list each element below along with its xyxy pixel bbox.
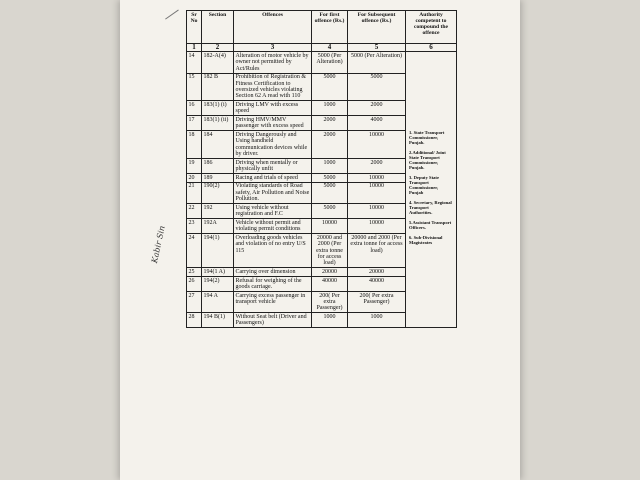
header-sr-no: Sr No [187, 11, 202, 44]
row-section: 194(2) [202, 277, 234, 292]
row-subsequent-fine: 200( Per extra Passenger) [348, 292, 406, 313]
row-offence: Carrying excess passenger in transport vehicle [234, 292, 312, 313]
row-first-fine: 20000 [312, 268, 348, 277]
table-row [187, 52, 457, 73]
row-subsequent-fine: 10000 [348, 219, 406, 234]
header-section: Section [202, 11, 234, 44]
row-offence: Alteration of motor vehicle by owner not permitted by Act/Rules [234, 52, 312, 73]
row-first-fine: 5000 [312, 204, 348, 219]
row-subsequent-fine: 10000 [348, 204, 406, 219]
row-subsequent-fine: 40000 [348, 277, 406, 292]
authority-item: 6. Sub-Divisional Magistrates [409, 234, 443, 245]
row-section: 194 B(1) [202, 313, 234, 328]
row-sr-no: 18 [187, 131, 202, 159]
offence-table [186, 10, 457, 328]
row-offence: Overloading goods vehicles and violation of no entry U/S 115 [234, 234, 312, 268]
row-first-fine: 40000 [312, 277, 348, 292]
col-number: 5 [348, 44, 406, 52]
row-subsequent-fine: 5000 [348, 73, 406, 101]
row-sr-no: 16 [187, 101, 202, 116]
row-subsequent-fine: 20000 [348, 268, 406, 277]
row-offence: Driving HMV/MMV passenger with excess speed [234, 116, 312, 131]
row-offence: Violating standards of Road safety, Air Pollution and Noise Pollution. [234, 182, 312, 203]
row-first-fine: 5000 [312, 174, 348, 183]
header-offences: Offences [234, 11, 312, 44]
row-sr-no: 28 [187, 313, 202, 328]
row-section: 184 [202, 131, 234, 159]
col-number: 4 [312, 44, 348, 52]
row-section: 194(1) [202, 234, 234, 268]
row-section: 189 [202, 174, 234, 183]
row-sr-no: 21 [187, 182, 202, 203]
row-first-fine: 1000 [312, 313, 348, 328]
row-subsequent-fine: 2000 [348, 159, 406, 174]
row-sr-no: 14 [187, 52, 202, 73]
row-subsequent-fine: 10000 [348, 131, 406, 159]
row-offence: Driving LMV with excess speed [234, 101, 312, 116]
col-number: 6 [406, 44, 457, 52]
column-number-row [187, 44, 457, 52]
row-subsequent-fine: 1000 [348, 313, 406, 328]
row-first-fine: 2000 [312, 116, 348, 131]
row-section: 186 [202, 159, 234, 174]
row-subsequent-fine: 4000 [348, 116, 406, 131]
row-sr-no: 20 [187, 174, 202, 183]
row-subsequent-fine: 10000 [348, 174, 406, 183]
handwritten-side-note: Kabir Sin [150, 224, 167, 264]
col-number: 2 [202, 44, 234, 52]
row-first-fine: 2000 [312, 131, 348, 159]
row-sr-no: 19 [187, 159, 202, 174]
row-sr-no: 23 [187, 219, 202, 234]
row-offence: Vehicle without permit and violating permit conditions [234, 219, 312, 234]
row-sr-no: 22 [187, 204, 202, 219]
row-sr-no: 26 [187, 277, 202, 292]
row-section: 190(2) [202, 182, 234, 203]
row-section: 182-A(4) [202, 52, 234, 73]
row-section: 194(1 A) [202, 268, 234, 277]
row-sr-no: 25 [187, 268, 202, 277]
row-offence: Refusal for weighing of the goods carriage. [234, 277, 312, 292]
row-offence: Driving Dangerously and Using handheld communication devices while by driver. [234, 131, 312, 159]
authority-item: 5.Assistant Transport Officers. [409, 219, 452, 230]
header-authority: Authority competent to compound the offence [406, 11, 457, 44]
row-first-fine: 1000 [312, 101, 348, 116]
row-first-fine: 5000 (Per Alteration) [312, 52, 348, 73]
row-subsequent-fine: 10000 [348, 182, 406, 203]
row-section: 194 A [202, 292, 234, 313]
row-subsequent-fine: 5000 (Per Alteration) [348, 52, 406, 73]
header-subsequent-offence: For Subsequent offence (Rs.) [348, 11, 406, 44]
authority-list [406, 52, 457, 328]
col-number: 1 [187, 44, 202, 52]
row-first-fine: 20000 and 2000 (Per extra tonne for access load) [312, 234, 348, 268]
authority-item: 4. Secretary, Regional Transport Authorities. [409, 199, 452, 215]
row-offence: Carrying over dimension [234, 268, 312, 277]
col-number: 3 [234, 44, 312, 52]
row-offence: Racing and trials of speed [234, 174, 312, 183]
row-section: 183(1) (i) [202, 101, 234, 116]
authority-item: 3. Deputy State Transport Commissioner, Punjab [409, 174, 439, 195]
row-section: 192 [202, 204, 234, 219]
header-row [187, 11, 457, 44]
row-subsequent-fine: 20000 and 2000 (Per extra tonne for access load) [348, 234, 406, 268]
row-sr-no: 15 [187, 73, 202, 101]
row-first-fine: 5000 [312, 73, 348, 101]
row-first-fine: 1000 [312, 159, 348, 174]
row-sr-no: 27 [187, 292, 202, 313]
row-first-fine: 5000 [312, 182, 348, 203]
header-first-offence: For first offence (Rs.) [312, 11, 348, 44]
row-first-fine: 10000 [312, 219, 348, 234]
row-offence: Prohibition of Registration & Fitness Certification to oversized vehicles violating Section 62 A read with 110 [234, 73, 312, 101]
row-offence: Using vehicle without registration and F.C [234, 204, 312, 219]
authority-item: 1. State Transport Commissioner, Punjab. [409, 129, 445, 145]
row-section: 192A [202, 219, 234, 234]
authority-item: 2.Additional/ Joint State Transport Commissioner, Punjab. [409, 149, 446, 170]
row-sr-no: 17 [187, 116, 202, 131]
row-offence: Without Seat belt (Driver and Passengers) [234, 313, 312, 328]
row-sr-no: 24 [187, 234, 202, 268]
row-section: 182 B [202, 73, 234, 101]
row-first-fine: 200( Per extra Passenger) [312, 292, 348, 313]
row-section: 183(1) (ii) [202, 116, 234, 131]
row-offence: Driving when mentally or physically unfit [234, 159, 312, 174]
row-subsequent-fine: 2000 [348, 101, 406, 116]
